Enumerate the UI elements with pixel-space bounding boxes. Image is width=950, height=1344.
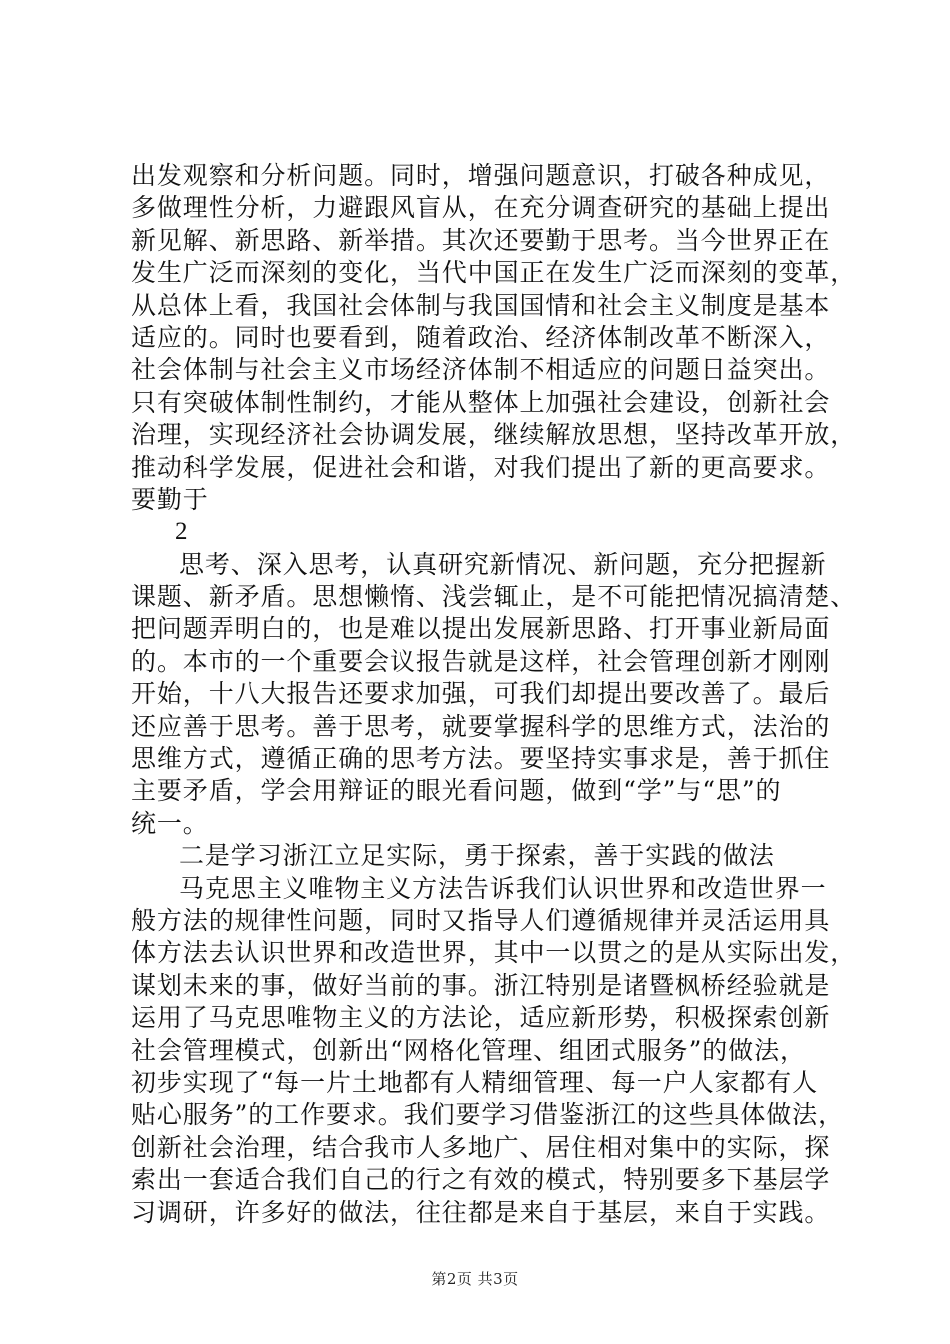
- text-line: 索出一套适合我们自己的行之有效的模式，特别要多下基层学: [131, 1165, 831, 1195]
- text-line: 谋划未来的事，做好当前的事。浙江特别是诸暨枫桥经验就是: [131, 970, 831, 1000]
- text-line: 多做理性分析，力避跟风盲从，在充分调查研究的基础上提出: [131, 193, 831, 223]
- text-line: 体方法去认识世界和改造世界，其中一以贯之的是从实际出发，: [131, 938, 857, 968]
- text-line: 社会管理模式，创新出“网格化管理、组团式服务”的做法，: [131, 1035, 806, 1065]
- text-line: 新见解、新思路、新举措。其次还要勤于思考。当今世界正在: [131, 225, 831, 255]
- text-line: 要勤于: [131, 484, 209, 514]
- text-line: 开始，十八大报告还要求加强，可我们却提出要改善了。最后: [131, 679, 831, 709]
- text-line: 发生广泛而深刻的变化，当代中国正在发生广泛而深刻的变革，: [131, 258, 857, 288]
- text-line: 出发观察和分析问题。同时，增强问题意识，打破各种成见，: [131, 161, 831, 190]
- text-line: 适应的。同时也要看到，随着政治、经济体制改革不断深入，: [131, 322, 831, 352]
- text-line: 般方法的规律性问题，同时又指导人们遵循规律并灵活运用具: [131, 905, 831, 935]
- text-line: 推动科学发展，促进社会和谐，对我们提出了新的更高要求。: [131, 452, 831, 482]
- text-line: 治理，实现经济社会协调发展，继续解放思想，坚持改革开放，: [131, 420, 857, 450]
- text-line: 思考、深入思考，认真研究新情况、新问题，充分把握新: [179, 549, 827, 579]
- page-footer: 第2页 共3页: [431, 1270, 519, 1288]
- text-line: 初步实现了“每一片土地都有人精细管理、每一户人家都有人: [131, 1067, 819, 1097]
- section-heading: 二是学习浙江立足实际，勇于探索，善于实践的做法: [179, 841, 775, 871]
- text-line: 从总体上看，我国社会体制与我国国情和社会主义制度是基本: [131, 290, 831, 320]
- text-line: 马克思主义唯物主义方法告诉我们认识世界和改造世界一: [179, 873, 827, 903]
- page-number-inline: 2: [175, 518, 189, 546]
- text-line: 还应善于思考。善于思考，就要掌握科学的思维方式，法治的: [131, 711, 831, 741]
- text-line: 运用了马克思唯物主义的方法论，适应新形势，积极探索创新: [131, 1003, 831, 1033]
- text-line: 贴心服务”的工作要求。我们要学习借鉴浙江的这些具体做法，: [131, 1100, 844, 1130]
- text-line: 只有突破体制性制约，才能从整体上加强社会建设，创新社会: [131, 387, 831, 417]
- text-line: 创新社会治理，结合我市人多地广、居住相对集中的实际，探: [131, 1132, 831, 1162]
- text-line: 把问题弄明白的，也是难以提出发展新思路、打开事业新局面: [131, 614, 831, 644]
- text-line: 习调研，许多好的做法，往往都是来自于基层，来自于实践。: [131, 1197, 831, 1227]
- text-line: 的。本市的一个重要会议报告就是这样，社会管理创新才刚刚: [131, 646, 831, 676]
- text-line: 主要矛盾，学会用辩证的眼光看问题，做到“学”与“思”的: [131, 776, 782, 806]
- text-line: 统一。: [131, 808, 209, 838]
- text-line: 社会体制与社会主义市场经济体制不相适应的问题日益突出。: [131, 355, 831, 385]
- text-line: 课题、新矛盾。思想懒惰、浅尝辄止，是不可能把情况搞清楚、: [131, 582, 857, 612]
- text-line: 思维方式，遵循正确的思考方法。要坚持实事求是，善于抓住: [131, 744, 831, 774]
- document-body: [131, 160, 857, 1229]
